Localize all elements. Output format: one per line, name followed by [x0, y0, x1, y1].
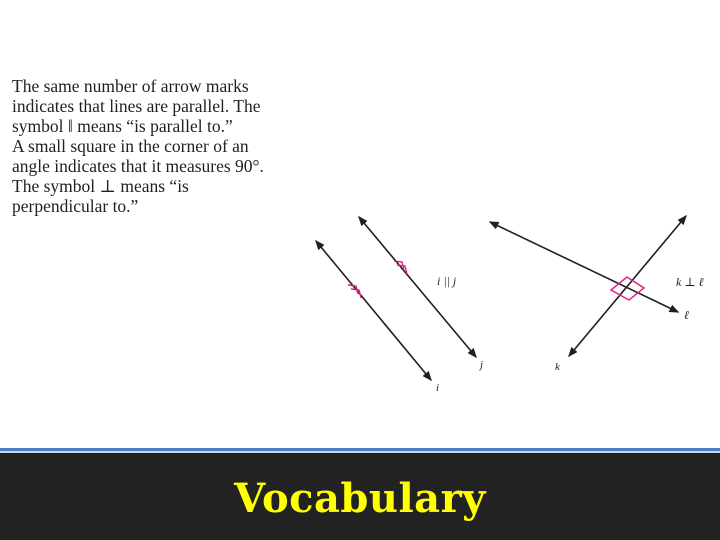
- line-i: [316, 241, 431, 380]
- label-k: k: [555, 361, 560, 373]
- text-line-4: A small square in the corner of an: [12, 136, 249, 156]
- text-line-1: The same number of arrow marks: [12, 76, 249, 96]
- slide-title: Vocabulary: [234, 475, 486, 522]
- footer-bar: [0, 453, 720, 540]
- text-line-3-end: means “is parallel to.”: [72, 116, 233, 136]
- label-ell: ℓ: [684, 308, 689, 322]
- line-j: [359, 217, 476, 357]
- text-line-3-start: symbol: [12, 116, 68, 136]
- perpendicular-symbol: ⊥: [99, 176, 116, 196]
- text-line-7: perpendicular to.”: [12, 196, 139, 216]
- text-line-2: indicates that lines are parallel. The: [12, 96, 261, 116]
- label-j: j: [480, 359, 484, 371]
- label-i-parallel-j: i || j: [437, 274, 457, 288]
- parallel-symbol: ‖: [67, 116, 73, 136]
- text-line-6-start: The symbol: [12, 176, 100, 196]
- line-ell: [490, 222, 678, 312]
- text-line-6-end: means “is: [115, 176, 189, 196]
- label-k-perp-ell: k ⊥ ℓ: [676, 275, 704, 289]
- text-line-5: angle indicates that it measures 90°.: [12, 156, 264, 176]
- line-k: [569, 216, 686, 356]
- label-i: i: [436, 382, 440, 394]
